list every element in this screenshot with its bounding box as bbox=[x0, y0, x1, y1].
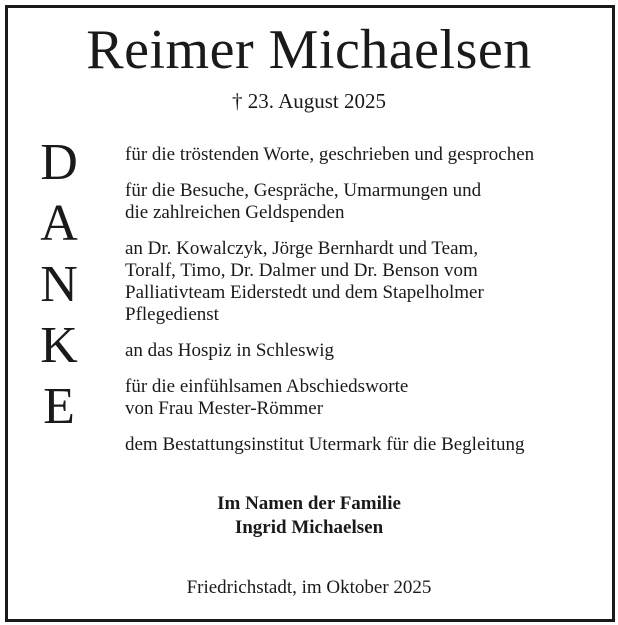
thanks-line: Pflegedienst bbox=[125, 304, 219, 325]
danke-letter: N bbox=[40, 256, 78, 313]
thanks-line: an Dr. Kowalczyk, Jörge Bernhardt und Team, bbox=[125, 238, 479, 259]
signature-line: Im Namen der Familie bbox=[217, 493, 401, 514]
danke-letter: E bbox=[43, 378, 75, 435]
thanks-line: die zahlreichen Geldspenden bbox=[125, 202, 345, 223]
thanks-line: Palliativteam Eiderstedt und dem Stapelholmer bbox=[125, 282, 484, 303]
thanks-line: für die tröstenden Worte, geschrieben und gesprochen bbox=[125, 144, 535, 165]
thanks-line: Toralf, Timo, Dr. Dalmer und Dr. Benson vom bbox=[125, 260, 478, 281]
thanks-line: von Frau Mester-Römmer bbox=[125, 398, 324, 419]
place-and-date: Friedrichstadt, im Oktober 2025 bbox=[186, 577, 432, 598]
death-date: † 23. August 2025 bbox=[231, 89, 386, 113]
thanks-line: an das Hospiz in Schleswig bbox=[125, 340, 334, 361]
deceased-name: Reimer Michaelsen bbox=[86, 19, 532, 81]
signature-line: Ingrid Michaelsen bbox=[234, 517, 384, 538]
thanks-item bbox=[125, 376, 613, 420]
thanks-line: für die einfühlsamen Abschiedsworte bbox=[125, 376, 409, 397]
thanks-item bbox=[125, 340, 613, 362]
danke-letter: D bbox=[40, 134, 78, 191]
danke-letter: K bbox=[40, 317, 78, 374]
thanks-line: dem Bestattungsinstitut Utermark für die Begleitung bbox=[125, 434, 525, 455]
thanks-item bbox=[125, 180, 613, 224]
thanks-item bbox=[125, 144, 613, 166]
family-signature bbox=[0, 492, 618, 540]
danke-letter: A bbox=[40, 195, 78, 252]
thanks-item bbox=[125, 238, 613, 326]
thanks-list bbox=[125, 144, 613, 470]
thanks-line: für die Besuche, Gespräche, Umarmungen und bbox=[125, 180, 482, 201]
thanks-item bbox=[125, 434, 613, 456]
danke-vertical-heading bbox=[34, 132, 84, 437]
